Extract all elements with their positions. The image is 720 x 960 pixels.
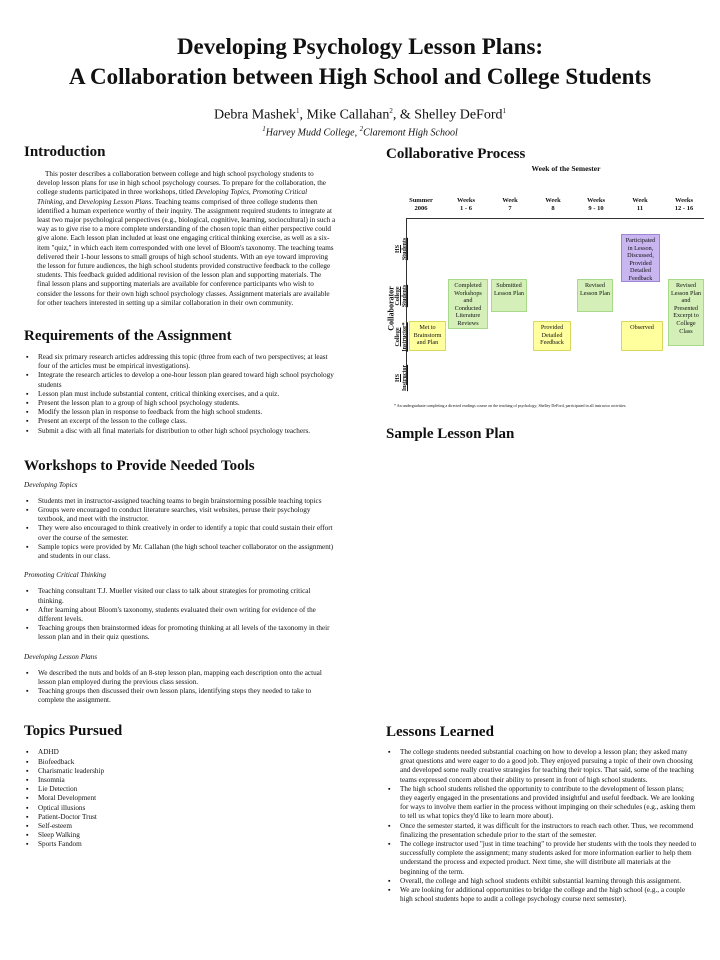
list-item: ▪ We are looking for additional opportunities to bridge the college and the high school (e.g., a couple high school students hope to audit a college psychology course next semester).: [388, 886, 698, 904]
row-label-college-students: College Students: [395, 284, 408, 308]
author-affiliation-mark: 2: [389, 107, 393, 115]
requirements-section: [24, 328, 336, 436]
list-item: ▪ Present the lesson plan to a group of high school psychology students.: [26, 399, 336, 408]
list-item: ▪ Submit a disc with all final materials for distribution to other high school psychology teachers.: [26, 427, 336, 436]
right-column: [386, 146, 704, 904]
affiliations: $^1$Harvey Mudd College, $^2$Claremont High School: [262, 124, 458, 138]
row-label-college-instructor: College Instructor*: [395, 322, 408, 352]
cell-met-to-brainstorm: Met to Brainstorm and Plan: [409, 321, 446, 351]
list-item: ▪ Groups were encouraged to conduct literature searches, visit websites, peruse their psychology textbook, and meet with the instructor.: [26, 506, 336, 524]
workshop-list: [24, 587, 336, 642]
workshop-subheading: Developing Lesson Plans: [24, 652, 98, 661]
workshop-subheading: Developing Topics: [24, 480, 78, 489]
list-item: ▪ Lesson plan must include substantial content, critical thinking exercises, and a quiz.: [26, 390, 336, 399]
diagram-footnote: * An undergraduate completing a directed readings course on the teaching of psychology; Shelley DeFord, participated in all instructor activities.: [394, 403, 627, 408]
week-header: Weeks 12 - 16: [674, 197, 694, 212]
list-item: ▪ They were also encouraged to think creatively in order to identify a topic that could sustain their effort over the course of the semester.: [26, 524, 336, 542]
list-item: ▪ Teaching groups then discussed their own lesson plans, identifying steps they needed to take to complete the assignment.: [26, 687, 336, 705]
introduction-text: This poster describes a collaboration between college and high school psychology students to develop lesson plans for use in high school psychology courses. To prepare for the collaboration, the college students participated in three workshops, titled Developing Topics, Promoting Critical Thinking, and Developing Lesson Plans. Teaching teams comprised of three college students then identified a human experience worthy of their inquiry. The assignment required students to integrate at least two major psychological perspectives (e.g., biological, cognitive, learning, sociocultural) in such a way as to give rise to a more complete understanding of the chosen topic than either perspective could give alone. Each lesson plan included at least one engaging critical thinking exercise, as well as a six-item "quiz," in which each item corresponded with one level of Bloom's taxonomy. The teaching teams delivered their 1-hour lessons to small groups of high school students. With an eye toward improving the lesson for future audiences, the high school students provided constructive feedback to the college students. This feedback guided additional revision of the lesson plan and supporting materials. The final lesson plans and supporting materials are available for conference participants who wish to consider the lessons for their own high school psychology classes. Assignment materials are available for other teachers interested in setting up a similar collaboration in their own community.: [37, 170, 336, 307]
list-item: ▪ After learning about Bloom's taxonomy, students evaluated their own writing for evidence of the different levels.: [26, 606, 336, 624]
week-header: Weeks 9 - 10: [586, 197, 606, 212]
list-item: ▪ Read six primary research articles addressing this topic (three from each of two perspectives; at least four of the articles must be empirical investigations).: [26, 353, 336, 371]
row-label-hs-students: HS Students: [395, 237, 408, 261]
poster-title-line1: Developing Psychology Lesson Plans:: [176, 34, 544, 59]
topics-section: [24, 723, 336, 849]
week-header: Week 8: [545, 197, 561, 212]
introduction-section: [24, 144, 336, 308]
list-item: ▪ Sleep Walking: [26, 831, 336, 840]
cell-submitted-lesson-plan: Submitted Lesson Plan: [491, 279, 527, 312]
week-header: Week 11: [632, 197, 648, 212]
list-item: ▪ Integrate the research articles to develop a one-hour lesson plan geared toward high school psychology students: [26, 371, 336, 389]
cell-revised-and-presented: Revised Lesson Plan and Presented Excerpt to College Class: [668, 279, 704, 346]
workshop-list: [24, 669, 336, 706]
section-heading: Lessons Learned: [386, 724, 494, 740]
axis-title: Week of the Semester: [531, 164, 601, 173]
section-heading: Introduction: [24, 144, 106, 160]
section-heading: Requirements of the Assignment: [24, 328, 232, 345]
author-name: Shelley DeFord: [414, 107, 503, 123]
workshop-subheading: Promoting Critical Thinking: [24, 571, 106, 580]
list-item: ▪ Moral Development: [26, 794, 336, 803]
section-heading: Collaborative Process: [386, 146, 526, 162]
workshop-list: [24, 497, 336, 561]
list-item: ▪ Lie Detection: [26, 785, 336, 794]
week-header: Week 7: [502, 197, 518, 212]
list-item: ▪ Sample topics were provided by Mr. Callahan (the high school teacher collaborator on the assignment) and students in our class.: [26, 543, 336, 561]
week-header: Weeks 1 - 6: [456, 197, 476, 212]
list-item: ▪ Teaching groups then brainstormed ideas for promoting thinking at all levels of the taxonomy in their lesson plan and in their quiz questions.: [26, 624, 336, 642]
list-item: ▪ Teaching consultant T.J. Mueller visited our class to talk about strategies for promoting critical thinking.: [26, 587, 336, 605]
list-item: ▪ The college instructor used "just in time teaching" to provide her students with the tools they needed to successfully complete the assignment; many students asked for more information earlier to help them understand the process and expected product. Next time, she will distribute all materials at the beginning of the term.: [388, 840, 698, 877]
section-heading: Topics Pursued: [24, 723, 123, 740]
list-item: ▪ Self-esteem: [26, 822, 336, 831]
cell-observed: Observed: [621, 321, 663, 351]
list-item: ▪ Patient-Doctor Trust: [26, 813, 336, 822]
author-list: Debra Mashek$^1$, Mike Callahan$^2$, & Shelley DeFord$^1$: [214, 107, 506, 123]
list-item: ▪ The high school students relished the opportunity to contribute to the development of lesson plans; they eagerly engaged in the presentations and provided insightful and useful feedback. We are looking for ways to involve them earlier in the process without impinging on their schedules (e.g., asking them to tell us what topics they'd like to learn more about).: [388, 785, 698, 822]
axis-line: [406, 218, 704, 219]
cell-revised-lesson-plan: Revised Lesson Plan: [577, 279, 613, 312]
workshops-section: [24, 458, 336, 705]
affiliation: Harvey Mudd College,: [265, 126, 360, 138]
collaborator-axis-title: Collaborator: [386, 286, 396, 331]
author-affiliation-mark: 1: [296, 107, 300, 115]
list-item: ▪ Present an excerpt of the lesson to the college class.: [26, 417, 336, 426]
week-header: Summer 2006: [409, 197, 433, 212]
affiliation: Claremont High School: [363, 126, 458, 138]
row-label-hs-instructor: HS Instructor: [395, 364, 408, 392]
author-name: Debra Mashek: [214, 107, 297, 123]
list-item: ▪ Students met in instructor-assigned teaching teams to begin brainstorming possible teaching topics: [26, 497, 336, 506]
cell-provided-feedback: Provided Detailed Feedback: [533, 321, 571, 351]
workshop-groups: [24, 481, 336, 705]
poster-title-line2: A Collaboration between High School and College Students: [68, 64, 652, 89]
list-item: ▪ Overall, the college and high school students exhibit substantial learning through this assignment.: [388, 877, 698, 886]
list-item: ▪ The college students needed substantial coaching on how to develop a lesson plan; they asked many great questions and were eager to do a good job. They enjoyed pursuing a topic of their own choosing and developed some really creative strategies for teaching their topics. That said, some of the teaching teams expressed concern about their ability to present in front of high school students.: [388, 748, 698, 785]
requirements-list: [24, 353, 336, 436]
collaborative-process-diagram: [386, 164, 704, 408]
list-item: ▪ We described the nuts and bolds of an 8-step lesson plan, mapping each description onto the actual lesson plan employed during the previous class session.: [26, 669, 336, 687]
topics-list: [24, 748, 336, 849]
author-name: Mike Callahan: [306, 107, 390, 123]
author-affiliation-mark: 1: [502, 107, 506, 115]
cell-completed-workshops: Completed Workshops and Conducted Literature Reviews: [448, 279, 488, 329]
list-item: ▪ Once the semester started, it was difficult for the instructors to reach each other. Thus, we recommend finalizing the presentation schedule prior to the start of the semester.: [388, 822, 698, 840]
list-item: ▪ Sports Fandom: [26, 840, 336, 849]
list-item: ▪ Optical illusions: [26, 804, 336, 813]
poster-header: [0, 32, 720, 138]
list-item: ▪ Insomnia: [26, 776, 336, 785]
list-item: ▪ Modify the lesson plan in response to feedback from the high school students.: [26, 408, 336, 417]
list-item: ▪ ADHD: [26, 748, 336, 757]
lessons-list: [386, 748, 698, 904]
section-heading: Sample Lesson Plan: [386, 426, 515, 442]
cell-participated: Participated in Lesson, Discussed, Provided Detailed Feedback: [621, 234, 660, 282]
section-heading: Workshops to Provide Needed Tools: [24, 457, 255, 474]
list-item: ▪ Biofeedback: [26, 758, 336, 767]
left-column: [24, 144, 336, 864]
list-item: ▪ Charismatic leadership: [26, 767, 336, 776]
